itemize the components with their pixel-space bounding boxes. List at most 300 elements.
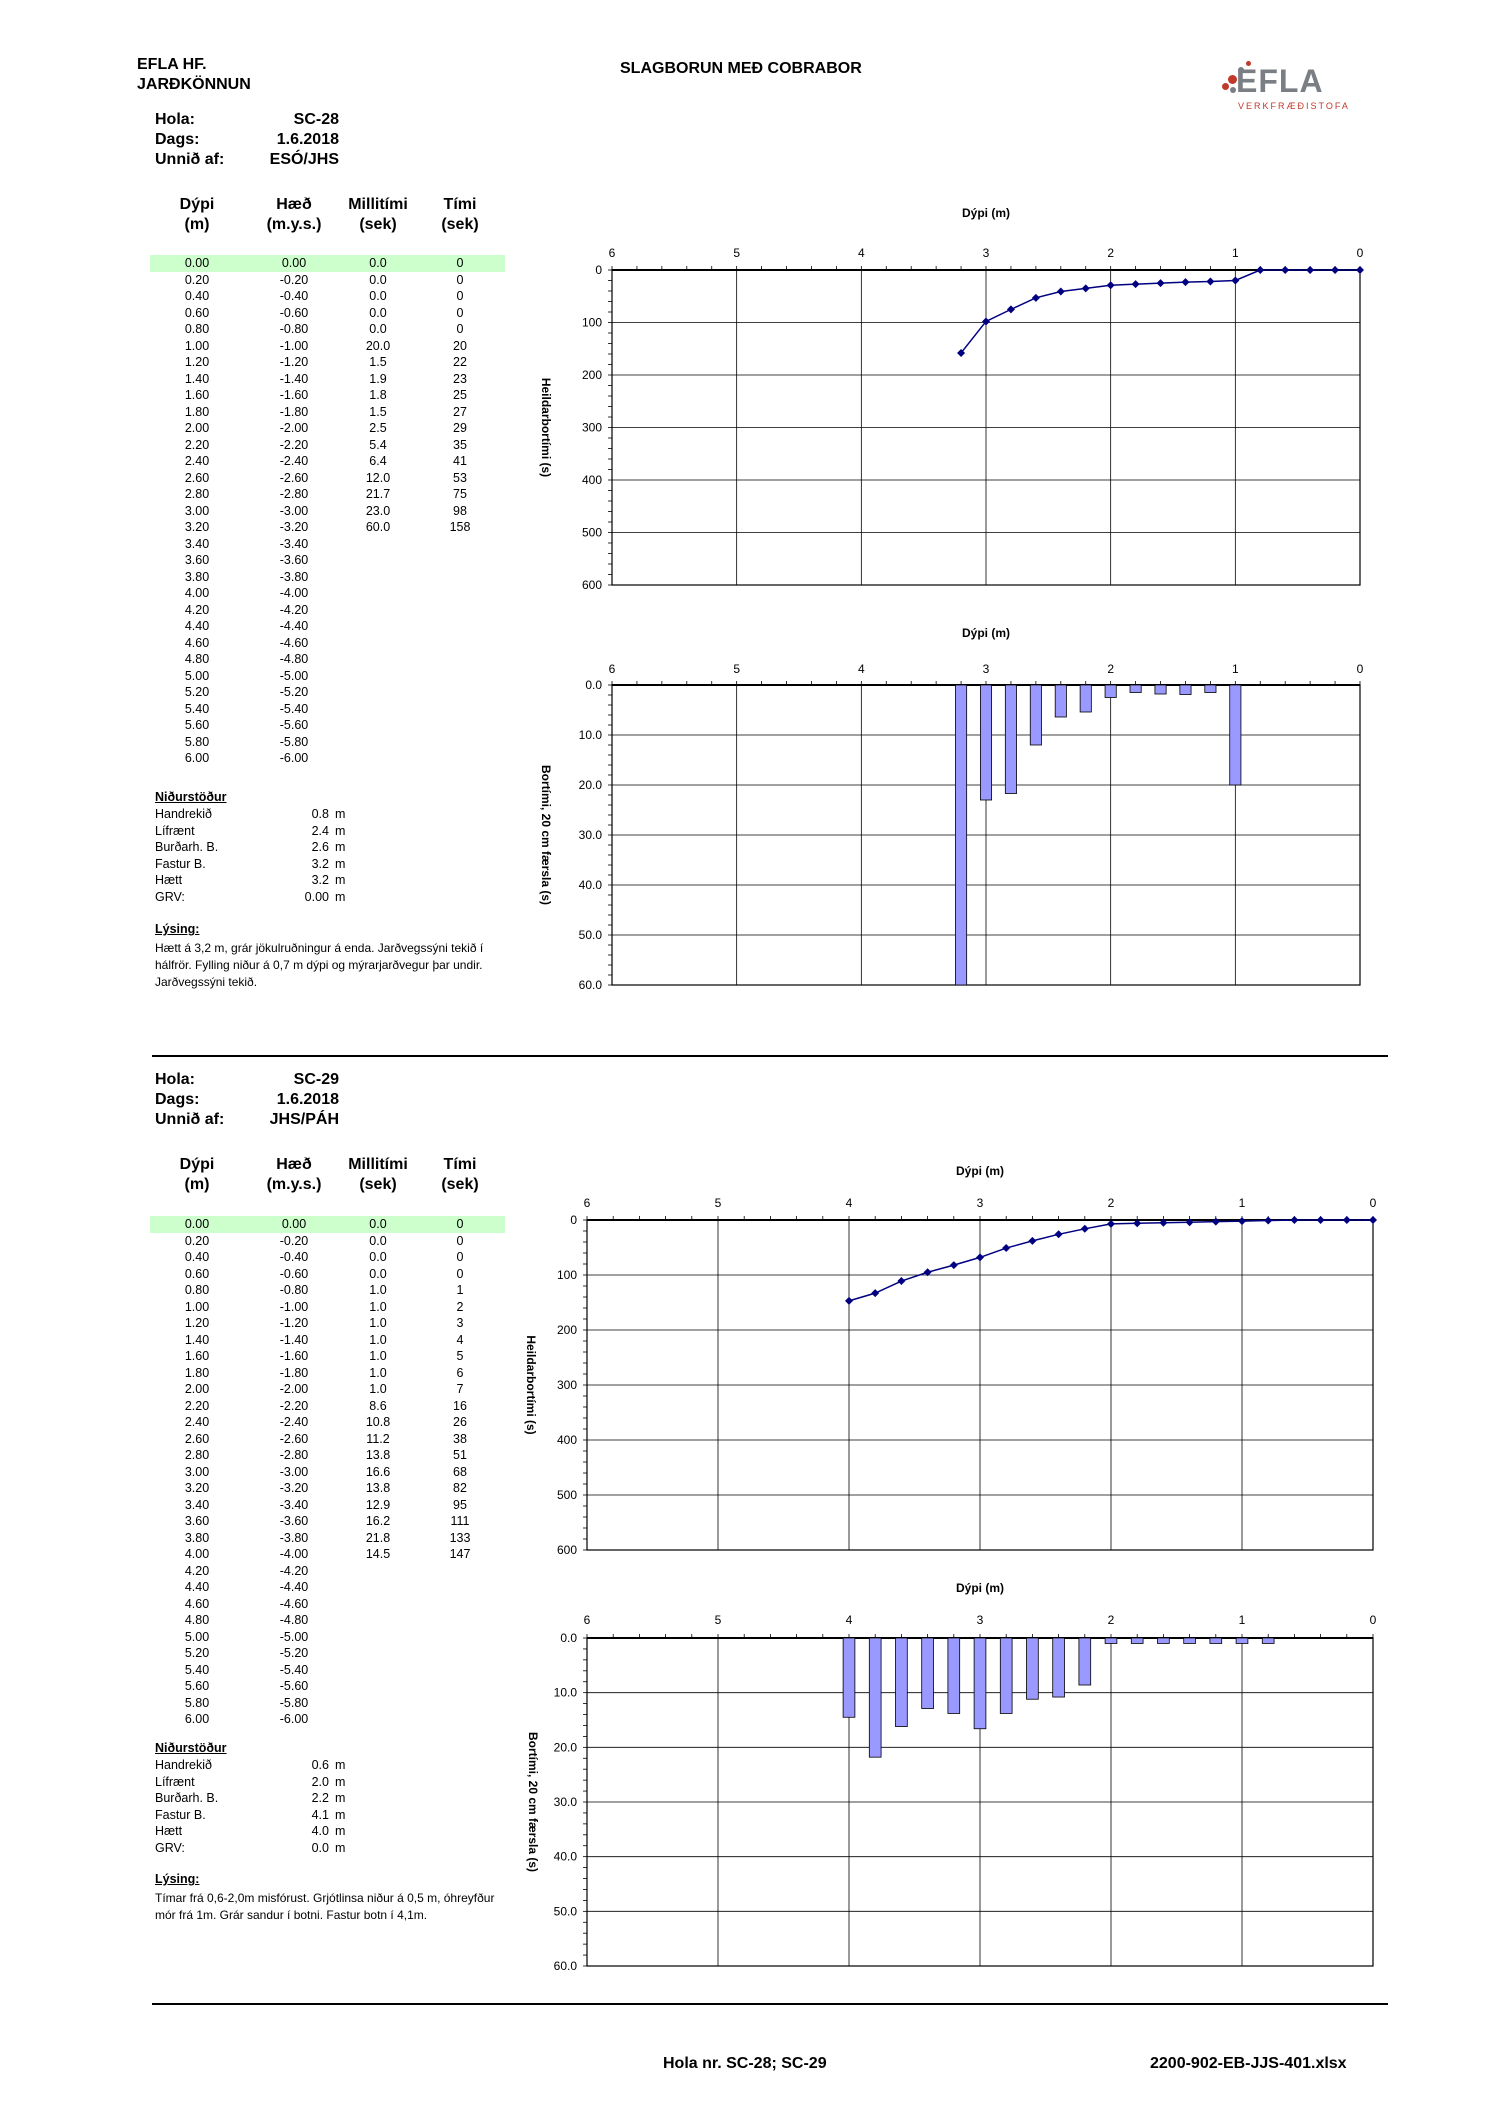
col-header-depth: Dýpi (m) [179,196,215,233]
depth-cell: 3.00 [184,503,210,518]
data-point [1306,266,1314,274]
elevation-cell: -4.00 [279,1547,309,1561]
table-row [153,1431,505,1448]
efla-logo [1222,55,1372,115]
result-unit: m [335,840,346,854]
time-cell: 95 [453,1497,467,1512]
time-cell: 41 [453,454,467,468]
bar [948,1638,960,1713]
elevation-cell: -4.40 [279,1580,309,1594]
result-value: 2.0 [311,1774,329,1789]
data-point [845,1297,853,1305]
time-cell: 0 [456,322,464,336]
result-unit: m [335,823,346,838]
x-tick-label: 0 [1369,1613,1377,1627]
y-axis-title: Bortími, 20 cm færsla (s) [526,1731,540,1873]
depth-cell: 5.60 [184,718,210,732]
depth-cell: 3.00 [184,1464,210,1479]
x-tick-label: 5 [733,662,741,676]
hole-meta-2 [155,1070,339,1130]
x-tick-label: 2 [1107,1196,1115,1210]
data-point [1157,279,1165,287]
interval-time-chart-sc28 [530,615,1380,995]
table-row [150,1216,505,1233]
elevation-cell: -2.20 [279,1398,309,1413]
bar [896,1638,908,1727]
unnid-value: JHS/PÁH [269,1111,339,1128]
table-row [153,387,505,404]
x-tick-label: 2 [1107,662,1115,676]
data-point [1107,281,1115,289]
result-label: Hætt [155,873,183,887]
depth-cell: 2.00 [184,1382,210,1396]
interval-cell: 1.5 [369,404,387,419]
elevation-cell: -5.40 [279,1662,309,1677]
data-point [1032,294,1040,302]
time-cell: 82 [453,1481,467,1495]
table-row [153,354,505,371]
interval-cell: 0.0 [369,289,387,303]
table-row [153,668,505,685]
table-row [153,437,505,454]
depth-cell: 2.60 [184,1431,210,1446]
interval-cell: 1.0 [369,1283,387,1297]
data-point [1238,1217,1246,1225]
elevation-cell: -2.40 [279,1415,309,1429]
y-tick-label: 0.0 [560,1631,577,1645]
x-tick-label: 0 [1356,662,1364,676]
depth-cell: 4.40 [184,619,210,633]
time-cell: 29 [453,421,467,435]
y-axis-title: Heildarbortími (s) [539,377,553,478]
elevation-cell: -2.80 [279,1448,309,1462]
time-cell: 4 [456,1332,464,1347]
result-unit: m [335,1774,346,1789]
elevation-cell: -5.00 [279,668,309,683]
time-cell: 26 [453,1415,467,1429]
table-row [153,1365,505,1382]
depth-cell: 0.00 [184,256,210,270]
x-tick-label: 1 [1231,662,1239,676]
result-value: 4.0 [311,1824,329,1838]
result-value: 0.6 [311,1758,329,1772]
elevation-cell: -2.20 [279,437,309,452]
interval-cell: 0.0 [369,1266,387,1281]
depth-cell: 5.00 [184,1629,210,1644]
interval-cell: 0.0 [369,1233,387,1248]
time-cell: 0 [456,1217,464,1231]
table-row [153,1414,505,1431]
logo-subtext: VERKFRÆÐISTOFA [1238,101,1350,111]
table-row [153,321,505,338]
table-row [153,503,505,520]
result-value: 0.8 [311,807,329,821]
x-tick-label: 3 [976,1613,984,1627]
table-row [153,1563,505,1580]
depth-cell: 1.40 [184,1332,210,1347]
interval-cell: 0.0 [369,272,387,287]
bar [1079,1638,1091,1685]
time-cell: 75 [453,487,467,501]
interval-time-chart-sc29 [515,1570,1385,1970]
y-tick-label: 300 [556,1378,577,1392]
depth-cell: 0.80 [184,322,210,336]
depth-cell: 6.00 [184,751,210,765]
interval-cell: 1.0 [369,1382,387,1396]
interval-cell: 21.8 [365,1530,391,1545]
x-tick-label: 3 [982,246,990,260]
table-row [153,1332,505,1349]
elevation-cell: 0.00 [281,1217,307,1231]
table-row [153,420,505,437]
bar [1130,685,1141,693]
depth-cell: 3.60 [184,1514,210,1528]
x-tick-label: 6 [608,246,616,260]
col-header-milli: Millitími (sek) [348,196,408,233]
interval-cell: 1.0 [369,1332,387,1347]
table-row [153,371,505,388]
time-cell: 111 [450,1514,470,1528]
table-row [153,701,505,718]
col-header-depth: Dýpi (m) [179,1156,215,1193]
interval-cell: 0.0 [369,1217,387,1231]
x-tick-label: 6 [608,662,616,676]
bar [1184,1638,1196,1643]
data-point [1181,278,1189,286]
depth-cell: 3.40 [184,536,210,551]
y-tick-label: 40.0 [553,1849,577,1864]
depth-cell: 1.60 [184,1349,210,1363]
y-tick-label: 0 [570,1213,577,1227]
depth-cell: 0.60 [184,305,210,320]
table-row [153,1315,505,1332]
time-cell: 22 [453,355,467,369]
elevation-cell: -0.80 [279,1283,309,1297]
elevation-cell: -2.60 [279,1431,309,1446]
time-cell: 5 [456,1349,464,1363]
depth-cell: 4.60 [184,1596,210,1611]
elevation-cell: -4.60 [279,635,309,650]
elevation-cell: -4.00 [279,586,309,600]
bar [1158,1638,1170,1643]
data-point [950,1261,958,1269]
result-value: 0.0 [311,1840,329,1855]
footer-holes: Hola nr. SC-28; SC-29 [663,2055,827,2072]
depth-cell: 2.80 [184,487,210,501]
result-unit: m [335,1824,346,1838]
depth-cell: 0.20 [184,272,210,287]
time-cell: 147 [449,1547,471,1561]
bar [1080,685,1091,712]
result-label: Fastur B. [155,1807,206,1822]
time-cell: 0 [456,272,464,287]
data-point [1369,1216,1377,1224]
elevation-cell: -1.20 [279,1316,309,1330]
interval-cell: 12.0 [365,470,391,485]
description-1: Hætt á 3,2 m, grár jökulruðningur á enda. Jarðvegssýni tekið í hálfrör. Fylling niður á 0,7 m dýpi og mýrarjarðvegur þar undir. Jarðvegssýni tekið. [155,941,484,989]
interval-cell: 1.0 [369,1299,387,1314]
result-label: Lífrænt [155,1774,195,1789]
interval-cell: 10.8 [365,1415,391,1429]
result-label: Fastur B. [155,856,206,871]
elevation-cell: -2.00 [279,1382,309,1396]
bar [955,685,966,985]
depth-cell: 3.20 [184,1481,210,1495]
interval-cell: 20.0 [365,338,391,353]
col-header-time: Tími (sek) [441,1156,479,1193]
dags-label: Dags: [155,131,200,148]
data-point [1212,1218,1220,1226]
time-cell: 7 [456,1382,464,1396]
depth-cell: 5.40 [184,1662,210,1677]
depth-cell: 1.80 [184,404,210,419]
y-tick-label: 60.0 [578,978,602,992]
footer-file: 2200-902-EB-JJS-401.xlsx [1150,2055,1347,2072]
depth-cell: 1.60 [184,388,210,402]
table-row [153,552,505,569]
data-point [871,1289,879,1297]
interval-cell: 8.6 [369,1398,387,1413]
company-line-1: EFLA HF. [137,56,207,73]
interval-cell: 16.2 [365,1514,391,1528]
bar [1155,685,1166,694]
x-axis-title: Dýpi (m) [956,1164,1004,1178]
bar [843,1638,855,1717]
interval-cell: 1.5 [369,355,387,369]
table-row [153,1381,505,1398]
result-value: 3.2 [311,873,329,887]
elevation-cell: -6.00 [279,1712,309,1726]
x-tick-label: 4 [845,1196,853,1210]
table-row [153,1546,505,1563]
elevation-cell: -1.00 [279,338,309,353]
data-point [1028,1237,1036,1245]
interval-cell: 5.4 [369,437,387,452]
y-tick-label: 50.0 [578,928,602,942]
bar [869,1638,881,1757]
interval-cell: 23.0 [365,503,391,518]
bar [1180,685,1191,695]
interval-cell: 0.0 [369,256,387,270]
elevation-cell: -2.00 [279,421,309,435]
table-row [153,1249,505,1266]
table-row [153,1282,505,1299]
depth-cell: 5.80 [184,734,210,749]
time-cell: 53 [453,470,467,485]
elevation-cell: -5.00 [279,1629,309,1644]
hola-value: SC-29 [293,1071,339,1088]
elevation-cell: -2.80 [279,487,309,501]
elevation-cell: -4.40 [279,619,309,633]
time-cell: 0 [456,256,464,270]
depth-cell: 5.80 [184,1695,210,1710]
time-cell: 3 [456,1316,464,1330]
depth-cell: 5.20 [184,1646,210,1660]
company-line-2: JARÐKÖNNUN [137,76,251,93]
result-unit: m [335,807,346,821]
result-unit: m [335,1758,346,1772]
elevation-cell: -1.20 [279,355,309,369]
table-row [153,305,505,322]
table-row [153,635,505,652]
interval-cell: 1.8 [369,388,387,402]
interval-cell: 1.0 [369,1349,387,1363]
elevation-cell: -3.00 [279,503,309,518]
col-header-time: Tími (sek) [441,196,479,233]
elevation-cell: -3.40 [279,1497,309,1512]
col-header-elev: Hæð (m.y.s.) [266,1156,322,1193]
data-point [1057,288,1065,296]
x-tick-label: 3 [976,1196,984,1210]
depth-cell: 0.80 [184,1283,210,1297]
bar [980,685,991,800]
col-header-elev: Hæð (m.y.s.) [266,196,322,233]
elevation-cell: -5.40 [279,701,309,716]
data-point [1231,277,1239,285]
time-cell: 158 [449,520,471,534]
data-point [1081,1225,1089,1233]
elevation-cell: -0.20 [279,1233,309,1248]
table-row [153,734,505,751]
y-tick-label: 300 [581,420,602,435]
y-tick-label: 500 [556,1488,577,1502]
table-row [153,404,505,421]
x-tick-label: 4 [857,246,865,260]
result-label: Handrekið [155,1758,212,1772]
elevation-cell: -0.40 [279,1250,309,1264]
depth-cell: 2.60 [184,470,210,485]
result-label: Handrekið [155,807,212,821]
y-tick-label: 30.0 [578,828,602,842]
table-row [153,651,505,668]
depth-cell: 4.20 [184,1563,210,1578]
y-tick-label: 20.0 [578,778,602,792]
data-point [897,1277,905,1285]
company-name [137,55,251,95]
document-title: SLAGBORUN MEÐ COBRABOR [620,60,862,77]
bar [1105,685,1116,698]
data-point [1317,1216,1325,1224]
y-tick-label: 200 [581,368,602,382]
table-row [153,684,505,701]
result-label: Lífrænt [155,823,195,838]
table-row [153,585,505,602]
time-cell: 98 [453,503,467,518]
table-row [153,1497,505,1514]
interval-cell: 13.8 [365,1448,391,1462]
depth-cell: 1.80 [184,1365,210,1380]
y-tick-label: 500 [581,525,602,540]
table-row [153,536,505,553]
table-row [153,1678,505,1695]
table-row [153,1629,505,1646]
time-cell: 35 [453,437,467,452]
table-row [153,1447,505,1464]
interval-cell: 16.6 [365,1464,391,1479]
results-title-2: Niðurstöður [155,1741,227,1755]
x-tick-label: 1 [1231,246,1239,260]
elevation-cell: -3.00 [279,1464,309,1479]
bar [1131,1638,1143,1643]
time-cell: 0 [456,1250,464,1264]
interval-cell: 60.0 [365,520,391,534]
cumulative-time-chart-sc28 [530,195,1380,595]
elevation-cell: -0.20 [279,272,309,287]
elevation-cell: -4.60 [279,1596,309,1611]
data-point [1082,284,1090,292]
y-tick-label: 0.0 [585,678,602,692]
depth-cell: 2.00 [184,421,210,435]
elevation-cell: -3.60 [279,553,309,567]
elevation-cell: -0.80 [279,322,309,336]
y-tick-label: 100 [581,315,602,330]
depth-cell: 0.40 [184,289,210,303]
interval-cell: 0.0 [369,322,387,336]
elevation-cell: -0.60 [279,305,309,320]
result-label: GRV: [155,889,185,904]
result-label: Hætt [155,1824,183,1838]
interval-cell: 0.0 [369,1250,387,1264]
result-label: Burðarh. B. [155,1791,219,1805]
table-row [153,1348,505,1365]
depth-cell: 4.60 [184,635,210,650]
x-axis-title: Dýpi (m) [962,626,1010,640]
depth-cell: 0.20 [184,1233,210,1248]
result-value: 2.6 [311,840,329,854]
elevation-cell: -5.60 [279,1679,309,1693]
bar [1027,1638,1039,1699]
time-cell: 0 [456,305,464,320]
time-cell: 25 [453,388,467,402]
elevation-cell: -5.80 [279,1695,309,1710]
depth-cell: 3.80 [184,1530,210,1545]
table-row [153,1711,505,1728]
depth-cell: 0.40 [184,1250,210,1264]
result-unit: m [335,873,346,887]
interval-cell: 0.0 [369,305,387,320]
depth-cell: 2.80 [184,1448,210,1462]
results-title-1: Niðurstöður [155,790,227,804]
depth-cell: 2.40 [184,454,210,468]
interval-cell: 21.7 [365,487,391,501]
x-tick-label: 6 [583,1613,591,1627]
x-tick-label: 4 [857,662,865,676]
x-tick-label: 0 [1356,246,1364,260]
data-point [1356,266,1364,274]
data-point [1343,1216,1351,1224]
elevation-cell: -3.80 [279,1530,309,1545]
y-tick-label: 30.0 [553,1795,577,1809]
x-tick-label: 1 [1238,1196,1246,1210]
elevation-cell: -0.40 [279,289,309,303]
depth-cell: 6.00 [184,1712,210,1726]
x-tick-label: 5 [714,1613,722,1627]
depth-cell: 3.40 [184,1497,210,1512]
depth-cell: 3.20 [184,520,210,534]
unnid-value: ESÓ/JHS [269,151,339,168]
table-row [153,470,505,487]
y-tick-label: 50.0 [553,1904,577,1919]
table-row [153,288,505,305]
elevation-cell: -2.40 [279,454,309,468]
depth-cell: 4.40 [184,1580,210,1594]
data-point [1107,1220,1115,1228]
depth-cell: 3.60 [184,553,210,567]
result-value: 4.1 [311,1807,329,1822]
table-row [153,1612,505,1629]
time-cell: 6 [456,1365,464,1380]
depth-cell: 4.80 [184,1613,210,1627]
